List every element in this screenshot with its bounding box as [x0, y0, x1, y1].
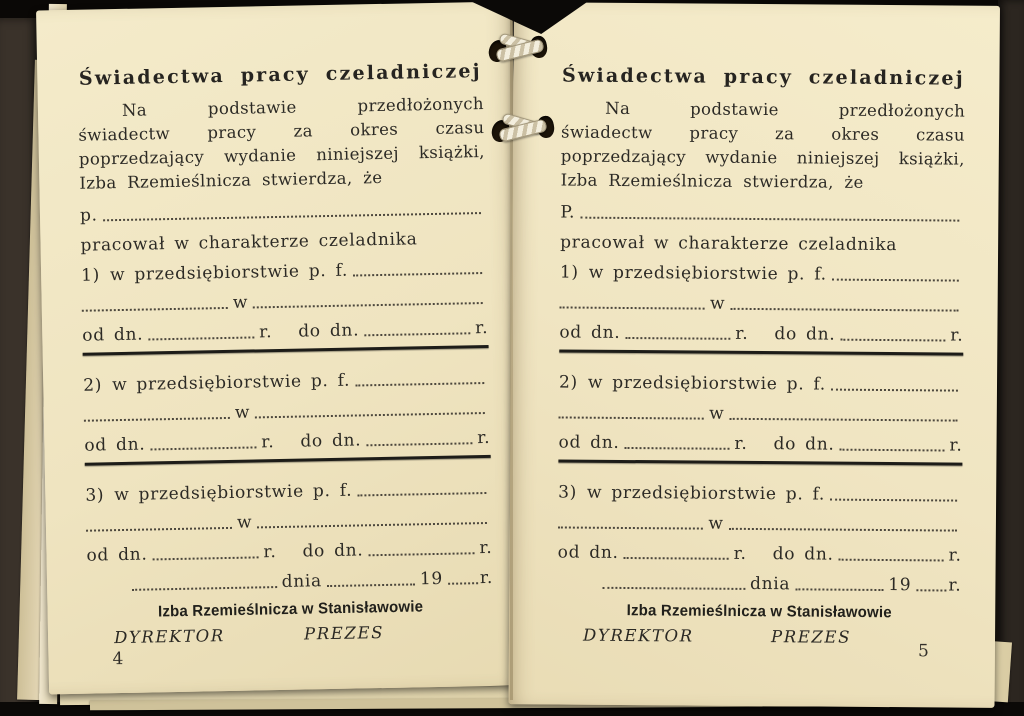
dotted-blank: [558, 526, 703, 529]
in-label: w: [232, 292, 249, 313]
worked-as-line: pracował w charakterze czeladnika: [80, 229, 418, 256]
enterprise-line-2: [559, 362, 963, 395]
binding-stitch-bottom: [492, 112, 554, 156]
year-abbrev: r.: [477, 427, 491, 449]
year-abbrev: r.: [261, 432, 275, 453]
dotted-blank: [624, 447, 729, 450]
book-cover-right-edge: [998, 0, 1024, 716]
year-abbrev: r.: [474, 317, 489, 339]
enterprise-label: w przedsiębiorstwie p. f.: [114, 480, 353, 506]
issue-date-line: [87, 558, 494, 596]
page-number: 5: [918, 641, 929, 662]
dotted-blank: [255, 412, 485, 418]
to-label: do dn.: [300, 430, 362, 452]
year-abbrev: r.: [734, 433, 748, 454]
dotted-blank: [257, 522, 487, 528]
dates-line-1: [82, 308, 489, 346]
dotted-blank: [150, 446, 256, 450]
dotted-blank: [559, 416, 704, 419]
dotted-blank: [625, 337, 730, 340]
dotted-blank: [729, 418, 957, 422]
from-label: od dn.: [558, 432, 620, 453]
to-label: do dn.: [772, 544, 834, 565]
in-label: w: [234, 402, 251, 423]
dotted-blank: [369, 552, 475, 556]
dates-line-3: [558, 532, 962, 565]
from-label: od dn.: [86, 544, 148, 566]
year-abbrev: r.: [735, 323, 749, 344]
dotted-blank: [357, 492, 486, 496]
year-abbrev: r.: [479, 537, 493, 559]
year-abbrev: r.: [949, 435, 963, 456]
section-number: 3): [558, 482, 578, 503]
dotted-blank: [153, 556, 259, 560]
name-label: P.: [560, 202, 576, 223]
in-label: w: [708, 513, 724, 534]
date-word: dnia: [750, 573, 791, 595]
from-label: od dn.: [559, 322, 621, 343]
place-line-2: [559, 392, 963, 425]
left-page: [36, 1, 525, 694]
dotted-blank: [839, 449, 944, 452]
to-label: do dn.: [298, 320, 360, 342]
year-abbrev: r.: [948, 575, 962, 596]
section-number: 1): [80, 265, 101, 286]
year-abbrev: r.: [258, 322, 273, 343]
dotted-blank: [839, 559, 944, 562]
spine-crease: [510, 0, 513, 700]
place-line-1: [560, 282, 964, 315]
from-label: od dn.: [84, 434, 146, 456]
dotted-blank: [729, 528, 957, 532]
dotted-blank: [602, 587, 745, 590]
section-divider-rule: [83, 345, 489, 356]
dotted-blank: [253, 302, 483, 308]
dotted-blank: [624, 557, 729, 560]
dotted-blank: [830, 499, 957, 502]
in-label: w: [710, 293, 726, 314]
dotted-blank: [327, 583, 415, 587]
enterprise-label: w przedsiębiorstwie p. f.: [109, 260, 349, 286]
section-number: 1): [559, 262, 579, 283]
name-label: p.: [79, 205, 98, 226]
dotted-blank: [148, 336, 254, 340]
from-label: od dn.: [557, 542, 619, 563]
year-abbrev: r.: [733, 543, 747, 564]
year-abbrev: r.: [263, 542, 277, 563]
page-number: 4: [112, 649, 124, 670]
section-divider-rule: [558, 459, 962, 465]
dotted-blank: [840, 339, 945, 342]
century-prefix: 19: [419, 568, 444, 590]
president-label: PREZES: [770, 627, 852, 647]
intro-paragraph: Na podstawie przedłożonych świadectw pracy za okres czasu poprzedzający wydanie niniejszej książki, Izba Rzemieślnicza stwierdza, że: [78, 93, 486, 193]
year-abbrev: r.: [479, 567, 494, 589]
place-line-3: [558, 502, 962, 535]
signature-line: [557, 625, 961, 647]
dotted-blank: [448, 582, 478, 585]
right-page: [508, 2, 999, 708]
year-abbrev: r.: [948, 545, 962, 566]
intro-paragraph: Na podstawie przedłożonych świadectw pracy za okres czasu poprzedzający wydanie niniejszej książki, Izba Rzemieślnicza stwierdza, że: [560, 98, 966, 192]
dotted-blank: [86, 527, 232, 532]
issuer-stamp: Izba Rzemieślnicza w Stanisławowie: [157, 597, 424, 621]
dotted-blank: [560, 306, 705, 309]
enterprise-label: w przedsiębiorstwie p. f.: [588, 262, 827, 285]
to-label: do dn.: [774, 324, 836, 345]
dotted-blank: [353, 272, 482, 276]
enterprise-label: w przedsiębiorstwie p. f.: [586, 482, 826, 505]
page-title: Świadectwa pracy czeladniczej: [78, 60, 482, 90]
director-label: DYREKTOR: [113, 626, 225, 648]
section-number: 2): [83, 375, 103, 396]
date-word: dnia: [281, 571, 323, 592]
dates-line-1: [559, 312, 963, 345]
enterprise-label: w przedsiębiorstwie p. f.: [111, 370, 351, 396]
page-title: Świadectwa pracy czeladniczej: [561, 64, 965, 90]
dotted-blank: [730, 308, 958, 312]
enterprise-label: w przedsiębiorstwie p. f.: [587, 372, 827, 395]
name-blank-line: [560, 192, 964, 225]
dotted-blank: [82, 307, 228, 312]
dotted-blank: [355, 382, 484, 386]
dotted-blank: [364, 332, 470, 336]
dotted-blank: [366, 442, 472, 446]
section-divider-rule: [85, 455, 491, 466]
issue-date-line: [557, 562, 961, 595]
dates-line-2: [558, 422, 962, 455]
issuer-stamp: Izba Rzemieślnicza w Stanisławowie: [626, 601, 892, 622]
dotted-blank: [580, 217, 959, 222]
enterprise-line-3: [558, 472, 962, 505]
section-number: 2): [558, 372, 578, 393]
dotted-blank: [84, 417, 230, 422]
section-number: 3): [85, 485, 105, 506]
enterprise-line-1: [560, 252, 964, 285]
worked-as-line: pracował w charakterze czeladnika: [560, 232, 898, 256]
in-label: w: [709, 403, 725, 424]
to-label: do dn.: [773, 434, 835, 455]
dates-line-2: [84, 418, 491, 456]
dotted-blank: [132, 586, 277, 591]
to-label: do dn.: [302, 540, 364, 562]
binding-stitch-top: [489, 32, 547, 72]
dotted-blank: [795, 588, 883, 591]
section-divider-rule: [559, 349, 963, 355]
century-prefix: 19: [888, 575, 912, 596]
from-label: od dn.: [82, 324, 144, 346]
year-abbrev: r.: [950, 325, 964, 346]
director-label: DYREKTOR: [582, 625, 694, 646]
dotted-blank: [831, 389, 958, 392]
signature-line: [88, 621, 494, 648]
dotted-blank: [916, 589, 946, 591]
in-label: w: [236, 512, 253, 533]
dotted-blank: [832, 279, 959, 282]
president-label: PREZES: [303, 623, 385, 644]
